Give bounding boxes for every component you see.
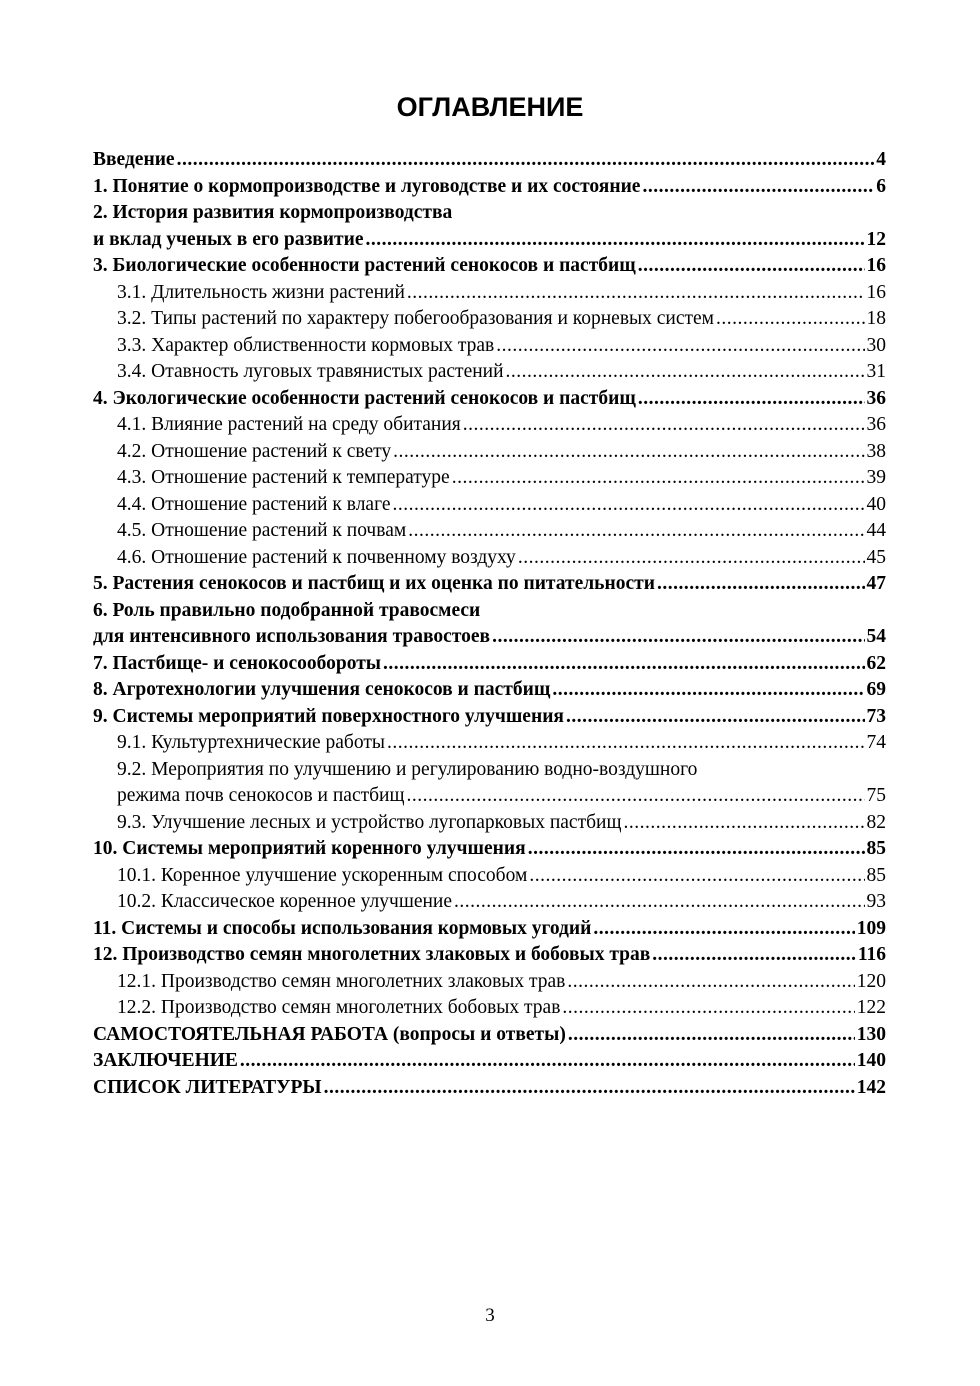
toc-entry-title: 12.2. Производство семян многолетних бобовых трав [117, 997, 561, 1018]
dot-leader [638, 253, 865, 280]
dot-leader [366, 227, 865, 254]
toc-entry[interactable] [93, 1048, 886, 1075]
dot-leader [492, 624, 864, 651]
toc-entry[interactable] [93, 704, 886, 731]
dot-leader [454, 889, 864, 916]
dot-leader [567, 969, 854, 996]
toc-entry-title: 4. Экологические особенности растений сенокосов и пастбищ [93, 387, 636, 409]
toc-entry[interactable] [93, 730, 886, 757]
dot-leader [393, 439, 864, 466]
toc-entry-title: 12.1. Производство семян многолетних злаковых трав [117, 970, 566, 992]
toc-entry-page: 54 [866, 626, 886, 647]
toc-entry-title: для интенсивного использования травостоев [93, 626, 491, 647]
toc-entry[interactable] [93, 995, 886, 1022]
toc-entry-title: СПИСОК ЛИТЕРАТУРЫ [93, 1076, 322, 1098]
toc-entry-page: 142 [856, 1076, 886, 1098]
dot-leader [529, 863, 864, 890]
toc-entry-title: и вклад ученых в его развитие [93, 228, 364, 250]
toc-entry-title: 9. Системы мероприятий поверхностного улучшения [93, 705, 564, 727]
toc-entry-title: 3.2. Типы растений по характеру побегообразования и корневых систем [117, 308, 715, 329]
dot-leader [528, 836, 865, 863]
toc-entry-title: 10.2. Классическое коренное улучшение [117, 891, 453, 912]
toc-entry-page: 38 [866, 440, 886, 462]
toc-entry-page: 140 [856, 1050, 886, 1071]
toc-entry-first-line [93, 598, 886, 625]
toc-entry-page: 93 [866, 891, 886, 912]
dot-leader [506, 359, 865, 386]
toc-entry-title: 4.3. Отношение растений к температуре [117, 467, 450, 488]
toc-entry[interactable] [93, 863, 886, 890]
toc-entry[interactable] [93, 174, 886, 201]
toc-entry-page: 120 [856, 970, 886, 992]
toc-entry-title: 2. История развития кормопроизводства [93, 202, 453, 223]
toc-entry-page: 116 [857, 944, 886, 965]
toc-entry-title: 9.3. Улучшение лесных и устройство лугопарковых пастбищ [117, 811, 622, 833]
toc-entry-title: 9.1. Культуртехнические работы [117, 732, 385, 753]
toc-entry-page: 40 [866, 493, 886, 515]
toc-entry-title: режима почв сенокосов и пастбищ [117, 785, 405, 806]
toc-entry-title: 4.1. Влияние растений на среду обитания [117, 414, 461, 435]
toc-entry-page: 75 [866, 785, 886, 806]
toc-entry-title: 4.2. Отношение растений к свету [117, 440, 392, 462]
toc-entry-first-line [93, 200, 886, 227]
dot-leader [568, 1022, 855, 1049]
toc-entry[interactable] [93, 624, 886, 651]
dot-leader [562, 995, 854, 1022]
dot-leader [623, 810, 864, 837]
toc-entry-page: 16 [866, 281, 886, 303]
toc-entry-page: 85 [866, 864, 886, 886]
toc-entry-page: 130 [856, 1023, 886, 1045]
toc-entry-title: 9.2. Мероприятия по улучшению и регулированию водно-воздушного [117, 758, 698, 780]
toc-entry-page: 85 [866, 838, 886, 859]
toc-entry[interactable] [93, 333, 886, 360]
toc-entry-page: 45 [866, 546, 886, 568]
dot-leader [518, 545, 865, 572]
toc-entry-title: 4.4. Отношение растений к влаге [117, 493, 391, 515]
toc-entry-page: 6 [876, 175, 886, 197]
dot-leader [642, 174, 874, 201]
toc-entry-title: 6. Роль правильно подобранной травосмеси [93, 599, 481, 621]
toc-entry-page: 18 [866, 308, 886, 329]
toc-entry[interactable] [93, 465, 886, 492]
toc-entry-page: 44 [866, 520, 886, 541]
toc-entry-title: 8. Агротехнологии улучшения сенокосов и пастбищ [93, 679, 551, 700]
toc-entry-page: 122 [856, 997, 886, 1018]
dot-leader [638, 386, 865, 413]
toc-entry[interactable] [93, 1022, 886, 1049]
toc-entry-title: 4.6. Отношение растений к почвенному воздуху [117, 546, 516, 568]
toc-entry[interactable] [93, 571, 886, 598]
toc-entry-title: Введение [93, 149, 175, 170]
dot-leader [566, 704, 865, 731]
toc-entry[interactable] [93, 651, 886, 678]
toc-entry-page: 36 [866, 387, 886, 409]
toc-entry-title: 1. Понятие о кормопроизводстве и луговодстве и их состояние [93, 175, 641, 197]
toc-entry-title: 3.1. Длительность жизни растений [117, 281, 405, 303]
dot-leader [393, 492, 865, 519]
toc-entry-title: 3.3. Характер облиственности кормовых трав [117, 334, 495, 356]
toc-entry-page: 73 [866, 705, 886, 727]
toc-entry-title: 3.4. Отавность луговых травянистых растений [117, 361, 504, 382]
toc-entry[interactable] [93, 306, 886, 333]
toc-entry-title: 11. Системы и способы использования кормовых угодий [93, 917, 592, 939]
toc-entry[interactable] [93, 280, 886, 307]
toc-entry-page: 62 [866, 652, 886, 674]
toc-entry[interactable] [93, 969, 886, 996]
toc-entry[interactable] [93, 227, 886, 254]
toc-entry-title: 12. Производство семян многолетних злаковых и бобовых трав [93, 944, 651, 965]
toc-entry-page: 39 [866, 467, 886, 488]
toc-entry[interactable] [93, 412, 886, 439]
dot-leader [383, 651, 864, 678]
toc-entry[interactable] [93, 677, 886, 704]
dot-leader [463, 412, 865, 439]
table-of-contents [93, 147, 886, 1101]
dot-leader [408, 518, 864, 545]
dot-leader [496, 333, 864, 360]
toc-entry-page: 30 [866, 334, 886, 356]
toc-entry-page: 12 [866, 228, 886, 250]
toc-entry[interactable] [93, 545, 886, 572]
toc-entry-title: 3. Биологические особенности растений сенокосов и пастбищ [93, 255, 636, 276]
toc-entry-title: 7. Пастбище- и сенокосообороты [93, 652, 382, 674]
toc-entry-title: 4.5. Отношение растений к почвам [117, 520, 407, 541]
toc-entry[interactable] [93, 889, 886, 916]
toc-entry-page: 82 [866, 811, 886, 833]
dot-leader [716, 306, 864, 333]
toc-entry-title: 10.1. Коренное улучшение ускоренным способом [117, 864, 528, 886]
toc-entry[interactable] [93, 253, 886, 280]
toc-entry[interactable] [93, 783, 886, 810]
toc-entry-page: 74 [866, 732, 886, 753]
toc-entry-page: 47 [866, 573, 886, 594]
toc-entry-page: 16 [866, 255, 886, 276]
toc-entry-page: 31 [866, 361, 886, 382]
dot-leader [177, 147, 875, 174]
dot-leader [452, 465, 865, 492]
dot-leader [593, 916, 854, 943]
dot-leader [324, 1075, 855, 1102]
toc-entry[interactable] [93, 439, 886, 466]
dot-leader [657, 571, 865, 598]
toc-entry-first-line [93, 757, 886, 784]
toc-entry[interactable] [93, 836, 886, 863]
toc-entry[interactable] [93, 492, 886, 519]
dot-leader [652, 942, 856, 969]
toc-entry[interactable] [93, 916, 886, 943]
toc-entry[interactable] [93, 386, 886, 413]
toc-entry[interactable] [93, 942, 886, 969]
toc-entry-title: 10. Системы мероприятий коренного улучшения [93, 838, 526, 859]
dot-leader [407, 280, 865, 307]
toc-entry-title: 5. Растения сенокосов и пастбищ и их оценка по питательности [93, 573, 655, 594]
toc-entry-title: САМОСТОЯТЕЛЬНАЯ РАБОТА (вопросы и ответы) [93, 1023, 566, 1045]
toc-entry[interactable] [93, 147, 886, 174]
page-title: ОГЛАВЛЕНИЕ [396, 92, 584, 122]
toc-entry-page: 36 [866, 414, 886, 435]
toc-entry-page: 109 [856, 917, 886, 939]
toc-entry[interactable] [93, 1075, 886, 1102]
toc-entry[interactable] [93, 810, 886, 837]
toc-entry-title: ЗАКЛЮЧЕНИЕ [93, 1050, 238, 1071]
toc-entry-page: 69 [866, 679, 886, 700]
dot-leader [407, 783, 865, 810]
dot-leader [552, 677, 864, 704]
page-number: 3 [485, 1305, 495, 1326]
dot-leader [387, 730, 865, 757]
toc-entry-page: 4 [876, 149, 886, 170]
toc-entry[interactable] [93, 359, 886, 386]
dot-leader [240, 1048, 855, 1075]
toc-entry[interactable] [93, 518, 886, 545]
